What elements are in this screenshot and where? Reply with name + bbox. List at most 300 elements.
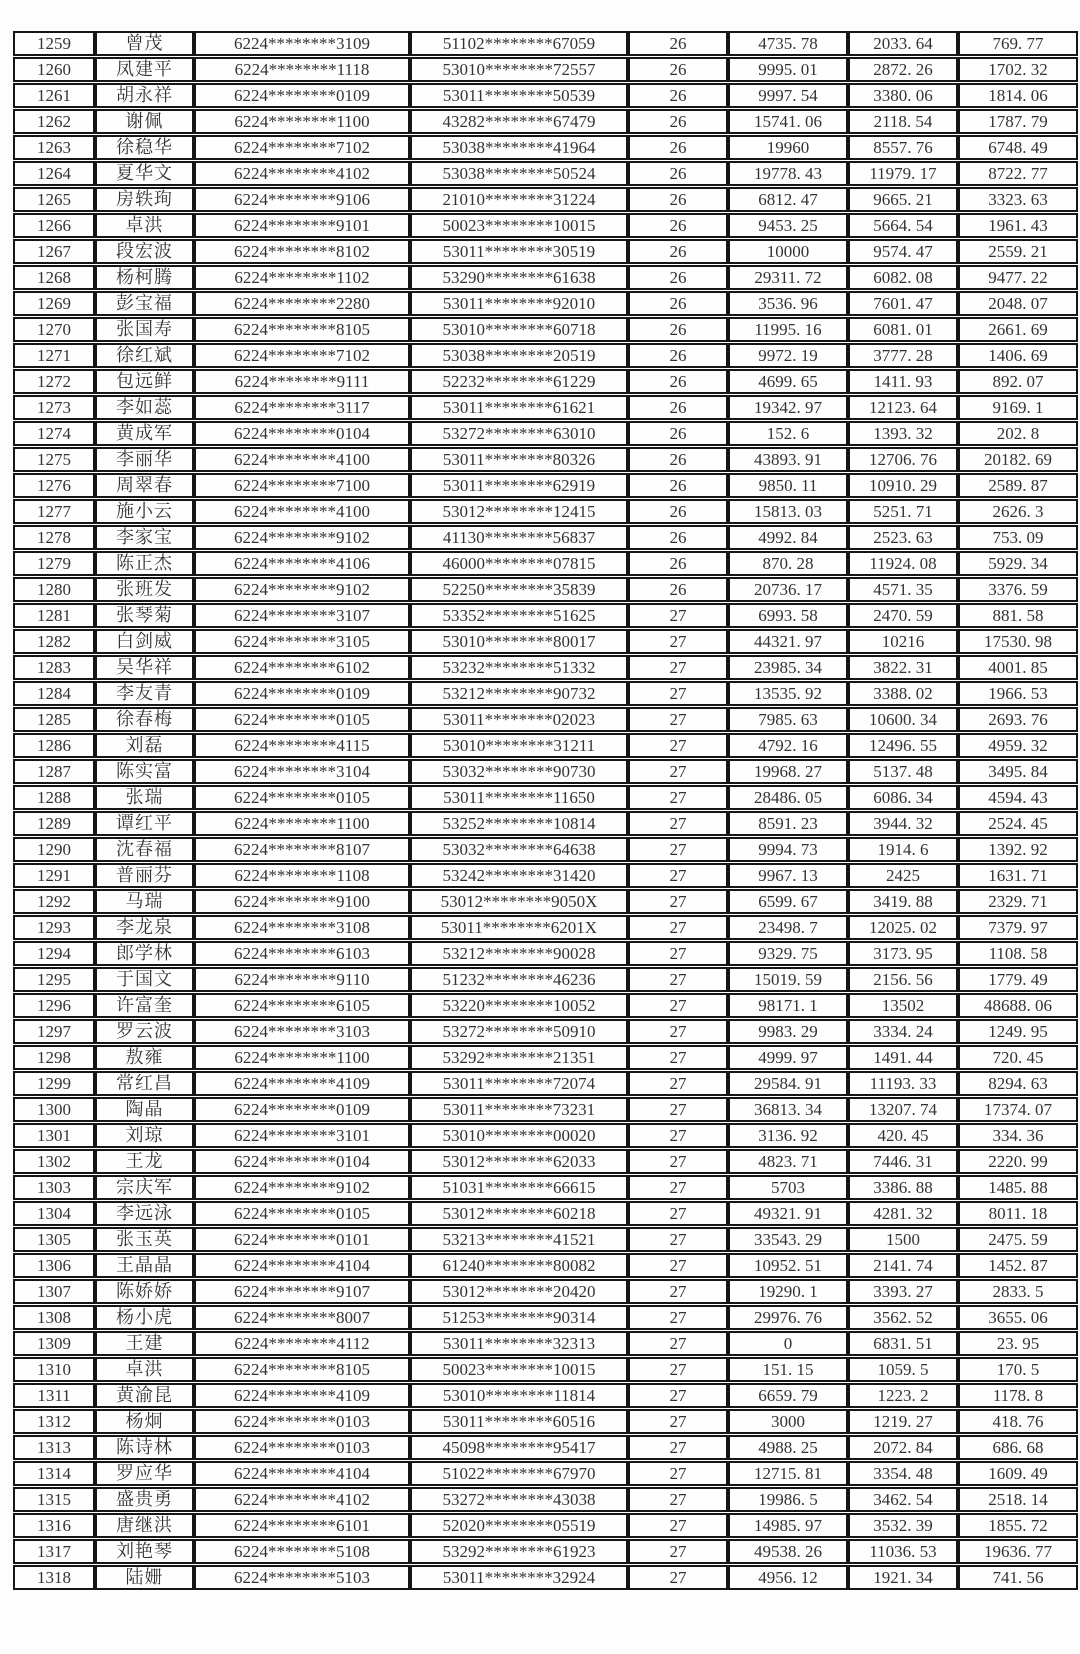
masked-id-number-cell: 52250********35839 [410,577,628,602]
amount-c-cell: 1961. 43 [958,213,1078,238]
serial-cell: 1267 [13,239,95,264]
serial-cell: 1259 [13,31,95,56]
amount-a-cell: 4699. 65 [728,369,848,394]
batch-cell: 27 [628,889,728,914]
name-cell: 敖雍 [95,1045,194,1070]
table-row [13,1461,1078,1486]
batch-cell: 27 [628,1279,728,1304]
amount-c-cell: 3655. 06 [958,1305,1078,1330]
serial-cell: 1264 [13,161,95,186]
amount-b-cell: 1411. 93 [848,369,958,394]
serial-cell: 1286 [13,733,95,758]
masked-id-number-cell: 53272********43038 [410,1487,628,1512]
batch-cell: 27 [628,1383,728,1408]
amount-c-cell: 1406. 69 [958,343,1078,368]
serial-cell: 1290 [13,837,95,862]
table-row [13,109,1078,134]
masked-card-number-cell: 6224********1108 [194,863,410,888]
amount-c-cell: 2524. 45 [958,811,1078,836]
amount-b-cell: 11979. 17 [848,161,958,186]
masked-id-number-cell: 53012********20420 [410,1279,628,1304]
serial-cell: 1300 [13,1097,95,1122]
amount-c-cell: 9169. 1 [958,395,1078,420]
masked-id-number-cell: 45098********95417 [410,1435,628,1460]
amount-b-cell: 3334. 24 [848,1019,958,1044]
table-row [13,187,1078,212]
name-cell: 李如蕊 [95,395,194,420]
serial-cell: 1310 [13,1357,95,1382]
table-row [13,239,1078,264]
serial-cell: 1277 [13,499,95,524]
amount-c-cell: 741. 56 [958,1565,1078,1590]
table-row [13,967,1078,992]
document-page [0,30,1080,1654]
table-row [13,1383,1078,1408]
serial-cell: 1317 [13,1539,95,1564]
table-row [13,733,1078,758]
batch-cell: 26 [628,395,728,420]
serial-cell: 1288 [13,785,95,810]
amount-a-cell: 6812. 47 [728,187,848,212]
batch-cell: 27 [628,1097,728,1122]
masked-card-number-cell: 6224********1102 [194,265,410,290]
batch-cell: 27 [628,1539,728,1564]
name-cell: 周翠春 [95,473,194,498]
amount-c-cell: 881. 58 [958,603,1078,628]
amount-a-cell: 3136. 92 [728,1123,848,1148]
batch-cell: 27 [628,1123,728,1148]
amount-b-cell: 5664. 54 [848,213,958,238]
masked-card-number-cell: 6224********0101 [194,1227,410,1252]
table-row [13,889,1078,914]
table-row [13,473,1078,498]
amount-c-cell: 3323. 63 [958,187,1078,212]
name-cell: 李远泳 [95,1201,194,1226]
amount-a-cell: 12715. 81 [728,1461,848,1486]
masked-id-number-cell: 53011********32924 [410,1565,628,1590]
serial-cell: 1294 [13,941,95,966]
masked-id-number-cell: 61240********80082 [410,1253,628,1278]
name-cell: 于国文 [95,967,194,992]
table-row [13,1201,1078,1226]
table-row [13,577,1078,602]
name-cell: 黄渝昆 [95,1383,194,1408]
table-body [13,31,1078,1590]
amount-b-cell: 12706. 76 [848,447,958,472]
masked-id-number-cell: 53010********31211 [410,733,628,758]
masked-card-number-cell: 6224********4109 [194,1383,410,1408]
batch-cell: 27 [628,1175,728,1200]
masked-id-number-cell: 50023********10015 [410,1357,628,1382]
name-cell: 马瑞 [95,889,194,914]
batch-cell: 27 [628,707,728,732]
name-cell: 许富奎 [95,993,194,1018]
amount-a-cell: 3536. 96 [728,291,848,316]
amount-a-cell: 19968. 27 [728,759,848,784]
masked-id-number-cell: 53011********30519 [410,239,628,264]
serial-cell: 1305 [13,1227,95,1252]
table-row [13,655,1078,680]
table-row [13,1331,1078,1356]
serial-cell: 1282 [13,629,95,654]
serial-cell: 1287 [13,759,95,784]
masked-id-number-cell: 53292********21351 [410,1045,628,1070]
name-cell: 凤建平 [95,57,194,82]
amount-a-cell: 6993. 58 [728,603,848,628]
amount-c-cell: 2329. 71 [958,889,1078,914]
masked-card-number-cell: 6224********8105 [194,317,410,342]
batch-cell: 26 [628,213,728,238]
serial-cell: 1270 [13,317,95,342]
batch-cell: 26 [628,109,728,134]
masked-id-number-cell: 53011********60516 [410,1409,628,1434]
amount-c-cell: 334. 36 [958,1123,1078,1148]
table-row [13,1149,1078,1174]
masked-id-number-cell: 53232********51332 [410,655,628,680]
batch-cell: 27 [628,1201,728,1226]
amount-b-cell: 3532. 39 [848,1513,958,1538]
amount-c-cell: 1966. 53 [958,681,1078,706]
amount-a-cell: 4999. 97 [728,1045,848,1070]
amount-b-cell: 4571. 35 [848,577,958,602]
amount-b-cell: 3944. 32 [848,811,958,836]
amount-a-cell: 15741. 06 [728,109,848,134]
masked-card-number-cell: 6224********7102 [194,135,410,160]
batch-cell: 27 [628,993,728,1018]
serial-cell: 1307 [13,1279,95,1304]
name-cell: 罗应华 [95,1461,194,1486]
masked-id-number-cell: 53010********80017 [410,629,628,654]
amount-c-cell: 23. 95 [958,1331,1078,1356]
table-row [13,759,1078,784]
table-row [13,785,1078,810]
table-row [13,1357,1078,1382]
masked-card-number-cell: 6224********6102 [194,655,410,680]
amount-c-cell: 170. 5 [958,1357,1078,1382]
amount-c-cell: 1392. 92 [958,837,1078,862]
batch-cell: 26 [628,265,728,290]
masked-card-number-cell: 6224********6103 [194,941,410,966]
masked-id-number-cell: 53011********73231 [410,1097,628,1122]
table-row [13,395,1078,420]
serial-cell: 1276 [13,473,95,498]
amount-c-cell: 2048. 07 [958,291,1078,316]
amount-c-cell: 1814. 06 [958,83,1078,108]
amount-a-cell: 3000 [728,1409,848,1434]
masked-card-number-cell: 6224********2280 [194,291,410,316]
masked-id-number-cell: 53012********9050X [410,889,628,914]
name-cell: 杨柯腾 [95,265,194,290]
batch-cell: 26 [628,31,728,56]
amount-a-cell: 9997. 54 [728,83,848,108]
amount-c-cell: 3495. 84 [958,759,1078,784]
amount-b-cell: 2470. 59 [848,603,958,628]
amount-b-cell: 12123. 64 [848,395,958,420]
masked-card-number-cell: 6224********0105 [194,1201,410,1226]
batch-cell: 27 [628,915,728,940]
name-cell: 徐红斌 [95,343,194,368]
masked-card-number-cell: 6224********0109 [194,1097,410,1122]
amount-a-cell: 33543. 29 [728,1227,848,1252]
table-row [13,811,1078,836]
amount-b-cell: 7446. 31 [848,1149,958,1174]
masked-id-number-cell: 53012********60218 [410,1201,628,1226]
masked-id-number-cell: 21010********31224 [410,187,628,212]
masked-id-number-cell: 53011********50539 [410,83,628,108]
name-cell: 曾茂 [95,31,194,56]
masked-card-number-cell: 6224********7100 [194,473,410,498]
masked-card-number-cell: 6224********0105 [194,785,410,810]
name-cell: 李龙泉 [95,915,194,940]
amount-c-cell: 202. 8 [958,421,1078,446]
amount-a-cell: 15019. 59 [728,967,848,992]
amount-c-cell: 17530. 98 [958,629,1078,654]
table-row [13,57,1078,82]
amount-a-cell: 29584. 91 [728,1071,848,1096]
table-row [13,1253,1078,1278]
table-row [13,1435,1078,1460]
amount-b-cell: 11924. 08 [848,551,958,576]
name-cell: 白剑威 [95,629,194,654]
amount-c-cell: 892. 07 [958,369,1078,394]
amount-a-cell: 36813. 34 [728,1097,848,1122]
amount-c-cell: 4001. 85 [958,655,1078,680]
amount-b-cell: 2872. 26 [848,57,958,82]
masked-card-number-cell: 6224********8102 [194,239,410,264]
masked-id-number-cell: 52020********05519 [410,1513,628,1538]
masked-id-number-cell: 53038********41964 [410,135,628,160]
name-cell: 宗庆军 [95,1175,194,1200]
batch-cell: 26 [628,499,728,524]
amount-b-cell: 3419. 88 [848,889,958,914]
batch-cell: 26 [628,577,728,602]
name-cell: 张玉英 [95,1227,194,1252]
masked-id-number-cell: 53011********61621 [410,395,628,420]
name-cell: 张国寿 [95,317,194,342]
batch-cell: 27 [628,1487,728,1512]
name-cell: 胡永祥 [95,83,194,108]
batch-cell: 27 [628,1513,728,1538]
name-cell: 徐春梅 [95,707,194,732]
batch-cell: 26 [628,421,728,446]
amount-a-cell: 9972. 19 [728,343,848,368]
masked-card-number-cell: 6224********9102 [194,577,410,602]
batch-cell: 27 [628,1253,728,1278]
amount-b-cell: 2156. 56 [848,967,958,992]
masked-id-number-cell: 41130********56837 [410,525,628,550]
amount-a-cell: 49538. 26 [728,1539,848,1564]
batch-cell: 26 [628,187,728,212]
batch-cell: 26 [628,83,728,108]
masked-card-number-cell: 6224********1100 [194,811,410,836]
name-cell: 卓洪 [95,1357,194,1382]
serial-cell: 1301 [13,1123,95,1148]
masked-card-number-cell: 6224********4102 [194,161,410,186]
table-row [13,941,1078,966]
batch-cell: 27 [628,1071,728,1096]
serial-cell: 1308 [13,1305,95,1330]
amount-b-cell: 1219. 27 [848,1409,958,1434]
amount-a-cell: 5703 [728,1175,848,1200]
masked-id-number-cell: 50023********10015 [410,213,628,238]
amount-c-cell: 2661. 69 [958,317,1078,342]
masked-id-number-cell: 53010********11814 [410,1383,628,1408]
batch-cell: 26 [628,317,728,342]
amount-b-cell: 3393. 27 [848,1279,958,1304]
serial-cell: 1293 [13,915,95,940]
amount-c-cell: 6748. 49 [958,135,1078,160]
batch-cell: 27 [628,733,728,758]
amount-b-cell: 2523. 63 [848,525,958,550]
masked-card-number-cell: 6224********4100 [194,499,410,524]
masked-id-number-cell: 53011********62919 [410,473,628,498]
name-cell: 谭红平 [95,811,194,836]
name-cell: 段宏波 [95,239,194,264]
serial-cell: 1262 [13,109,95,134]
masked-card-number-cell: 6224********3103 [194,1019,410,1044]
amount-a-cell: 23498. 7 [728,915,848,940]
batch-cell: 26 [628,551,728,576]
amount-b-cell: 7601. 47 [848,291,958,316]
masked-id-number-cell: 53011********72074 [410,1071,628,1096]
name-cell: 刘艳琴 [95,1539,194,1564]
amount-b-cell: 2141. 74 [848,1253,958,1278]
masked-card-number-cell: 6224********9106 [194,187,410,212]
masked-card-number-cell: 6224********0103 [194,1435,410,1460]
amount-c-cell: 8011. 18 [958,1201,1078,1226]
masked-id-number-cell: 53032********64638 [410,837,628,862]
serial-cell: 1299 [13,1071,95,1096]
amount-b-cell: 6831. 51 [848,1331,958,1356]
name-cell: 沈春福 [95,837,194,862]
amount-b-cell: 6086. 34 [848,785,958,810]
amount-c-cell: 20182. 69 [958,447,1078,472]
batch-cell: 26 [628,135,728,160]
masked-id-number-cell: 53220********10052 [410,993,628,1018]
amount-b-cell: 1059. 5 [848,1357,958,1382]
batch-cell: 26 [628,291,728,316]
serial-cell: 1316 [13,1513,95,1538]
table-row [13,551,1078,576]
amount-a-cell: 19342. 97 [728,395,848,420]
masked-id-number-cell: 53212********90732 [410,681,628,706]
name-cell: 罗云波 [95,1019,194,1044]
batch-cell: 27 [628,941,728,966]
batch-cell: 27 [628,837,728,862]
amount-c-cell: 3376. 59 [958,577,1078,602]
amount-c-cell: 1178. 8 [958,1383,1078,1408]
amount-c-cell: 48688. 06 [958,993,1078,1018]
batch-cell: 27 [628,1305,728,1330]
batch-cell: 27 [628,1409,728,1434]
serial-cell: 1291 [13,863,95,888]
masked-card-number-cell: 6224********0105 [194,707,410,732]
table-row [13,83,1078,108]
name-cell: 张瑞 [95,785,194,810]
amount-a-cell: 29976. 76 [728,1305,848,1330]
table-row [13,863,1078,888]
masked-card-number-cell: 6224********0104 [194,1149,410,1174]
amount-b-cell: 1914. 6 [848,837,958,862]
table-row [13,369,1078,394]
name-cell: 陶晶 [95,1097,194,1122]
table-row [13,1305,1078,1330]
amount-c-cell: 17374. 07 [958,1097,1078,1122]
name-cell: 陈实富 [95,759,194,784]
masked-card-number-cell: 6224********3105 [194,629,410,654]
serial-cell: 1315 [13,1487,95,1512]
amount-b-cell: 3777. 28 [848,343,958,368]
batch-cell: 27 [628,681,728,706]
amount-a-cell: 0 [728,1331,848,1356]
batch-cell: 27 [628,1435,728,1460]
amount-b-cell: 5137. 48 [848,759,958,784]
masked-card-number-cell: 6224********9111 [194,369,410,394]
masked-id-number-cell: 53213********41521 [410,1227,628,1252]
masked-id-number-cell: 51232********46236 [410,967,628,992]
amount-a-cell: 9994. 73 [728,837,848,862]
amount-b-cell: 10600. 34 [848,707,958,732]
masked-card-number-cell: 6224********5108 [194,1539,410,1564]
amount-c-cell: 2833. 5 [958,1279,1078,1304]
amount-b-cell: 13502 [848,993,958,1018]
table-row [13,1565,1078,1590]
masked-id-number-cell: 43282********67479 [410,109,628,134]
amount-b-cell: 3386. 88 [848,1175,958,1200]
amount-c-cell: 4594. 43 [958,785,1078,810]
amount-a-cell: 8591. 23 [728,811,848,836]
name-cell: 黄成军 [95,421,194,446]
masked-card-number-cell: 6224********6105 [194,993,410,1018]
amount-a-cell: 152. 6 [728,421,848,446]
amount-c-cell: 1249. 95 [958,1019,1078,1044]
amount-c-cell: 686. 68 [958,1435,1078,1460]
amount-b-cell: 10216 [848,629,958,654]
name-cell: 张琴菊 [95,603,194,628]
serial-cell: 1278 [13,525,95,550]
amount-b-cell: 1921. 34 [848,1565,958,1590]
amount-c-cell: 1631. 71 [958,863,1078,888]
masked-id-number-cell: 53352********51625 [410,603,628,628]
batch-cell: 27 [628,603,728,628]
masked-card-number-cell: 6224********4112 [194,1331,410,1356]
amount-a-cell: 15813. 03 [728,499,848,524]
masked-id-number-cell: 52232********61229 [410,369,628,394]
name-cell: 王晶晶 [95,1253,194,1278]
masked-card-number-cell: 6224********8105 [194,1357,410,1382]
masked-card-number-cell: 6224********7102 [194,343,410,368]
amount-c-cell: 1787. 79 [958,109,1078,134]
batch-cell: 26 [628,369,728,394]
amount-c-cell: 9477. 22 [958,265,1078,290]
masked-card-number-cell: 6224********1118 [194,57,410,82]
amount-c-cell: 2220. 99 [958,1149,1078,1174]
serial-cell: 1275 [13,447,95,472]
amount-b-cell: 9574. 47 [848,239,958,264]
masked-id-number-cell: 51102********67059 [410,31,628,56]
masked-id-number-cell: 53038********50524 [410,161,628,186]
amount-c-cell: 4959. 32 [958,733,1078,758]
masked-id-number-cell: 51022********67970 [410,1461,628,1486]
table-row [13,499,1078,524]
amount-c-cell: 1609. 49 [958,1461,1078,1486]
amount-c-cell: 1485. 88 [958,1175,1078,1200]
amount-b-cell: 2425 [848,863,958,888]
amount-a-cell: 19290. 1 [728,1279,848,1304]
batch-cell: 27 [628,785,728,810]
amount-c-cell: 1702. 32 [958,57,1078,82]
amount-b-cell: 3354. 48 [848,1461,958,1486]
